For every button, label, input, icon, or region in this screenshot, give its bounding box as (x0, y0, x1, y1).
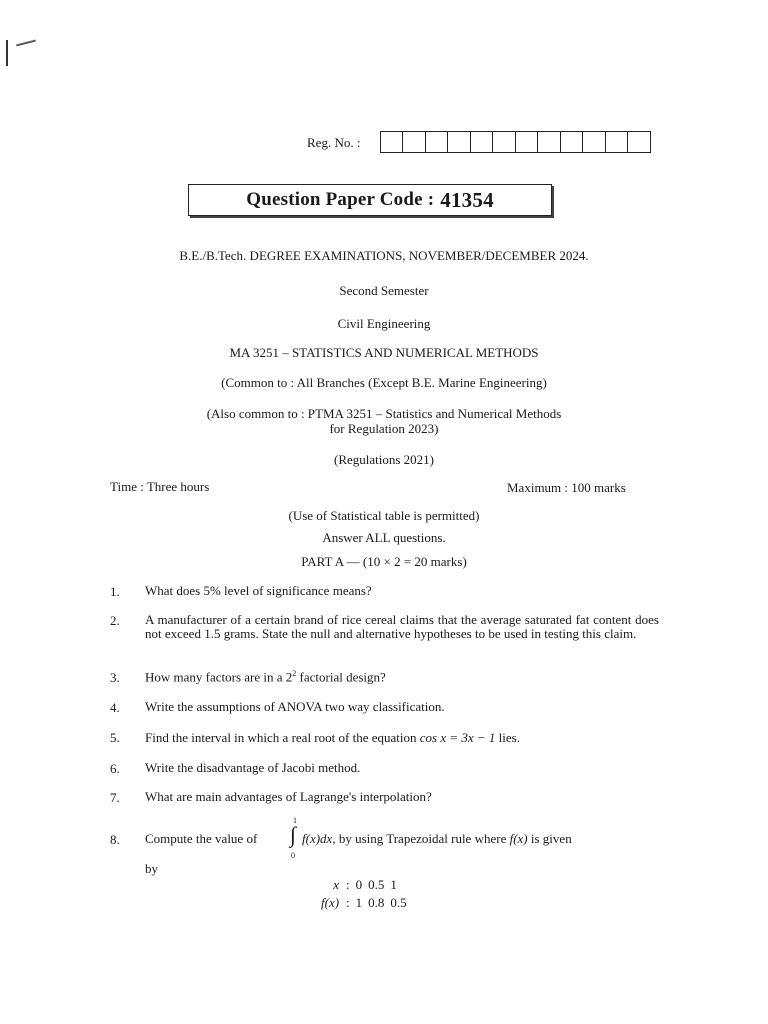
reg-no-box[interactable] (380, 131, 404, 153)
reg-no-boxes[interactable] (381, 131, 651, 153)
table-row: x : 0 0.5 1 (333, 877, 397, 892)
time-label: Time : Three hours (110, 479, 210, 494)
scan-mark (6, 40, 8, 66)
integral-sign: ∫ (290, 822, 297, 847)
scan-mark (16, 40, 36, 47)
part-a-heading: PART A — (10 × 2 = 20 marks) (301, 554, 467, 569)
question-number: 4. (110, 700, 120, 715)
semester: Second Semester (339, 283, 429, 298)
reg-no-box[interactable] (492, 131, 516, 153)
reg-no-box[interactable] (560, 131, 584, 153)
reg-no-box[interactable] (447, 131, 471, 153)
question-number: 7. (110, 790, 120, 805)
statistical-table-note: (Use of Statistical table is permitted) (288, 508, 480, 523)
question-4-text: Write the assumptions of ANOVA two way classification. (145, 699, 445, 714)
also-common-line1: (Also common to : PTMA 3251 – Statistics and Numerical Methods (206, 406, 562, 421)
integral-upper-limit: 1 (293, 816, 297, 825)
question-1-text: What does 5% level of significance means? (145, 583, 372, 598)
question-number: 1. (110, 584, 120, 599)
question-5-text: Find the interval in which a real root of the equation cos x = 3x − 1 lies. (145, 730, 520, 745)
data-table (318, 876, 410, 912)
answer-all: Answer ALL questions. (322, 530, 446, 545)
branch: Civil Engineering (337, 316, 431, 331)
question-8-line2: by (145, 861, 158, 876)
reg-no-box[interactable] (515, 131, 539, 153)
question-8-rest: f(x)dx, by using Trapezoidal rule where f(x) is given (302, 831, 572, 846)
exam-title: B.E./B.Tech. DEGREE EXAMINATIONS, NOVEMBER/DECEMBER 2024. (179, 248, 589, 263)
integral-lower-limit: 0 (291, 851, 295, 860)
max-marks-label: Maximum : 100 marks (507, 480, 626, 495)
reg-no-box[interactable] (537, 131, 561, 153)
question-paper-code (188, 184, 552, 216)
qp-code-number: 41354 (440, 187, 494, 212)
question-number: 3. (110, 670, 120, 685)
qp-code-label: Question Paper Code : (246, 189, 435, 210)
reg-no-box[interactable] (605, 131, 629, 153)
question-6-text: Write the disadvantage of Jacobi method. (145, 760, 361, 775)
question-number: 8. (110, 832, 120, 847)
reg-no-box[interactable] (470, 131, 494, 153)
question-7-text: What are main advantages of Lagrange's interpolation? (145, 789, 432, 804)
question-8-lead: Compute the value of (145, 831, 258, 846)
reg-no-box[interactable] (627, 131, 651, 153)
question-3-text: How many factors are in a $2^2$ factorial design? (145, 669, 386, 685)
question-number: 2. (110, 613, 120, 628)
reg-no-box[interactable] (402, 131, 426, 153)
question-number: 6. (110, 761, 120, 776)
reg-no-label: Reg. No. : (307, 135, 361, 150)
regulations: (Regulations 2021) (333, 452, 434, 467)
question-number: 5. (110, 730, 120, 745)
common-to: (Common to : All Branches (Except B.E. Marine Engineering) (221, 375, 547, 390)
table-row: f(x) : 1 0.8 0.5 (321, 895, 407, 910)
reg-no-box[interactable] (425, 131, 449, 153)
reg-no-box[interactable] (582, 131, 606, 153)
subject-title: MA 3251 – STATISTICS AND NUMERICAL METHODS (229, 345, 539, 360)
question-2-text: A manufacturer of a certain brand of rice cereal claims that the average saturated fat content does not exceed 1.5 grams. State the null and alternative hypotheses to be used in testing this claim. (145, 612, 659, 641)
also-common-line2: for Regulation 2023) (329, 421, 439, 436)
